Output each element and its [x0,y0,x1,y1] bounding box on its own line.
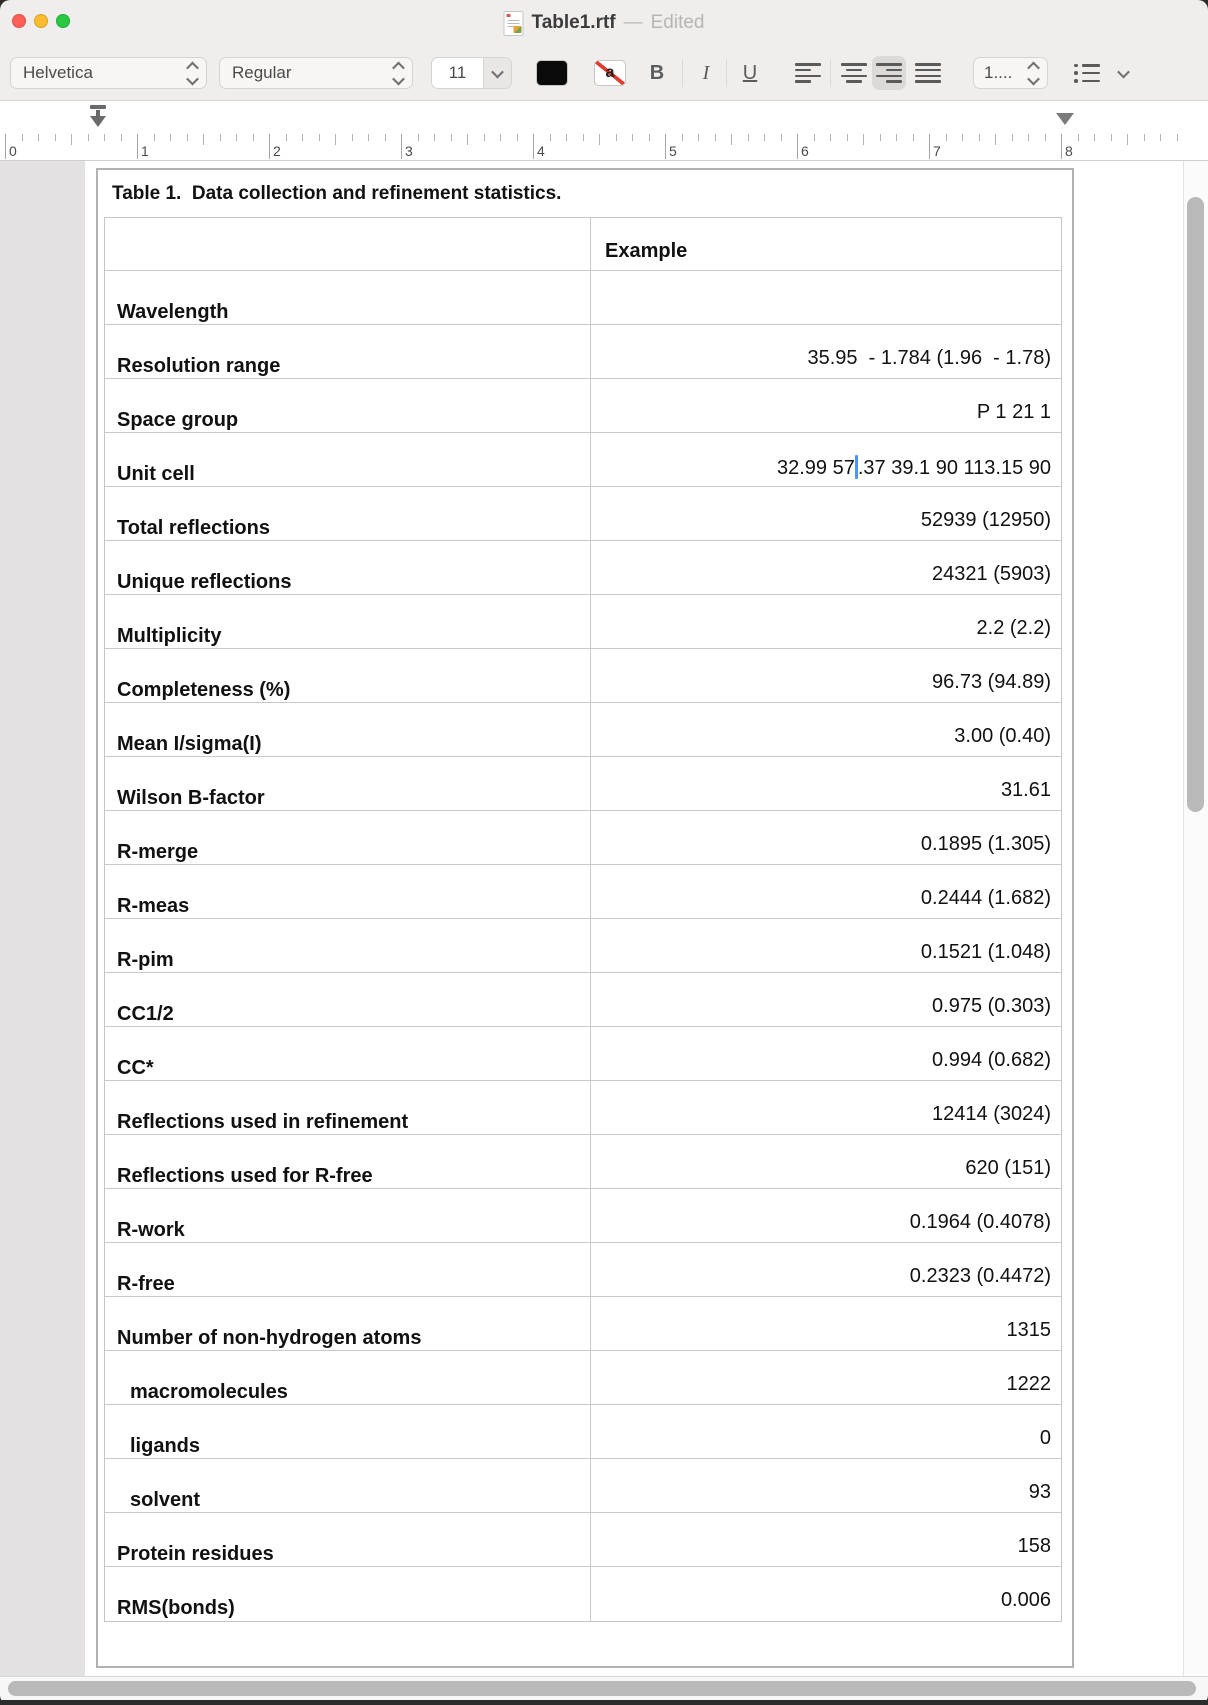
ruler-tick [1078,134,1079,141]
title-bar [0,0,1208,46]
ruler-tick [797,134,798,159]
document-area [0,161,1208,1676]
ruler-tick [781,134,782,141]
ruler-tick [715,134,716,141]
ruler-number: 8 [1065,143,1073,159]
ruler-tick [104,134,105,141]
ruler-tick [1127,134,1128,145]
ruler-tick [22,134,23,141]
align-justify-button[interactable] [912,57,944,89]
ruler-tick [5,134,6,159]
row-value[interactable]: 0.975 (0.303) [932,995,1051,1017]
table-row [105,271,1061,325]
ruler-tick [616,134,617,141]
table-title[interactable]: Table 1. Data collection and refinement statistics. [112,183,562,204]
font-family-value: Helvetica [23,63,93,82]
font-size-control[interactable] [431,57,512,89]
ruler-tick [649,134,650,141]
table-row [105,1351,1061,1405]
ruler-tick [748,134,749,141]
table-row [105,1567,1061,1621]
table-row [105,757,1061,811]
row-value[interactable]: 12414 (3024) [932,1103,1051,1125]
table-row [105,1027,1061,1081]
font-size-value: 11 [448,63,467,82]
row-label[interactable]: Reflections used in refinement [105,1081,591,1134]
table-row [105,865,1061,919]
row-value[interactable]: 158 [1017,1535,1051,1557]
row-value[interactable]: 96.73 (94.89) [932,671,1051,693]
horizontal-scrollbar[interactable] [0,1676,1208,1700]
row-value[interactable]: 0.2444 (1.682) [920,887,1051,909]
font-style-dropdown[interactable] [219,57,413,89]
table-row [105,1081,1061,1135]
table-row [105,1243,1061,1297]
ruler-number: 7 [933,143,941,159]
row-label[interactable]: Multiplicity [105,595,591,648]
italic-button[interactable] [694,57,718,89]
row-value[interactable]: 620 (151) [965,1157,1051,1179]
row-value[interactable] [591,271,1061,324]
row-value[interactable]: 0.1964 (0.4078) [909,1211,1051,1233]
row-value[interactable]: 3.00 (0.40) [954,725,1051,747]
ruler-tick [698,134,699,141]
ruler-tick [863,134,864,145]
toolbar-separator [830,59,831,87]
ruler-tick [682,134,683,141]
ruler-tick [880,134,881,141]
table-row [105,487,1061,541]
ruler-tick [500,134,501,141]
ruler-tick [583,134,584,141]
table-row [105,433,1061,487]
underline-button[interactable] [738,57,762,89]
table-row [105,541,1061,595]
ruler-tick [55,134,56,141]
ruler-tick [946,134,947,141]
row-value[interactable]: 52939 (12950) [920,509,1051,531]
row-label[interactable]: Resolution range [105,325,591,378]
ruler-tick [418,134,419,141]
ruler-tick [1012,134,1013,141]
row-value[interactable]: 31.61 [1000,779,1051,801]
left-margin-marker[interactable] [90,105,106,131]
format-toolbar [0,46,1208,101]
ruler-tick [995,134,996,145]
ruler-tick [88,134,89,141]
row-label[interactable]: R-work [105,1189,591,1242]
ruler-tick [352,134,353,141]
align-center-button[interactable] [838,57,870,89]
ruler-tick [550,134,551,141]
minimize-button[interactable] [34,14,48,28]
ruler-number: 4 [537,143,545,159]
ruler-tick [220,134,221,141]
outer-table [96,168,1074,1668]
row-label[interactable]: Unit cell [105,433,591,486]
page[interactable] [85,161,1183,1676]
row-label[interactable]: Protein residues [105,1513,591,1566]
table-row [105,379,1061,433]
line-spacing-control[interactable] [973,57,1048,89]
edited-status: Edited [650,12,705,33]
ruler-number: 3 [405,143,413,159]
table-row [105,973,1061,1027]
row-label[interactable]: R-pim [105,919,591,972]
ruler-tick [187,134,188,141]
table-row [105,1135,1061,1189]
ruler-number: 5 [669,143,677,159]
vertical-scrollbar-thumb[interactable] [1187,197,1204,812]
ruler-tick [1045,134,1046,141]
ruler-tick [929,134,930,159]
row-value[interactable]: 1315 [1006,1319,1051,1341]
row-value[interactable]: 0.006 [1000,1589,1051,1611]
row-value[interactable]: P 1 21 1 [976,401,1051,423]
ruler-number: 1 [141,143,149,159]
ruler-tick [467,134,468,145]
table-row [105,1405,1061,1459]
table-row [105,703,1061,757]
row-label[interactable]: Reflections used for R-free [105,1135,591,1188]
ruler-tick [566,134,567,141]
bold-label: B [649,61,665,84]
value-text-after-caret: .37 39.1 90 113.15 90 [857,457,1051,479]
row-value[interactable]: 2.2 (2.2) [976,617,1051,639]
ruler-tick [517,134,518,141]
ruler-tick [731,134,732,145]
align-left-button[interactable] [792,57,824,89]
updown-chevrons-icon [394,62,403,85]
list-style-dropdown[interactable] [1112,57,1134,89]
ruler-tick [1028,134,1029,141]
row-label[interactable]: RMS(bonds) [105,1567,591,1621]
horizontal-scrollbar-thumb[interactable] [8,1681,1196,1696]
ruler-tick [319,134,320,141]
row-label[interactable]: ligands [105,1405,591,1458]
ruler-tick [38,134,39,141]
bullet-list-icon [1074,64,1100,83]
row-label[interactable]: CC* [105,1027,591,1080]
ruler [0,101,1208,161]
statistics-table-body [105,271,1061,1621]
ruler-tick [385,134,386,141]
row-label[interactable]: Wilson B-factor [105,757,591,810]
ruler-tick [484,134,485,141]
statistics-table [104,217,1062,1622]
row-value[interactable]: 0 [1039,1427,1051,1449]
align-left-icon [795,63,821,83]
ruler-tick [1177,134,1178,141]
ruler-tick [1144,134,1145,141]
row-value[interactable]: 35.95 - 1.784 (1.96 - 1.78) [807,347,1051,369]
ruler-tick [154,134,155,141]
row-value[interactable]: 24321 (5903) [932,563,1051,585]
toolbar-separator [682,59,683,87]
ruler-tick [814,134,815,141]
document-icon [504,11,524,36]
ruler-tick [665,134,666,159]
background-color-well[interactable] [594,60,626,86]
row-value[interactable]: 0.994 (0.682) [932,1049,1051,1071]
ruler-tick [1160,134,1161,141]
ruler-tick [368,134,369,141]
ruler-tick [913,134,914,141]
close-button[interactable] [12,14,26,28]
ruler-tick [847,134,848,141]
ruler-tick [286,134,287,141]
updown-chevrons-icon [188,62,197,85]
ruler-tick [979,134,980,141]
ruler-tick [170,134,171,141]
toolbar-separator [726,59,727,87]
row-label[interactable]: R-meas [105,865,591,918]
row-label[interactable]: Unique reflections [105,541,591,594]
zoom-button[interactable] [56,14,70,28]
vertical-scrollbar[interactable] [1183,161,1208,1676]
ruler-tick [203,134,204,145]
row-value[interactable]: 0.1895 (1.305) [920,833,1051,855]
ruler-tick [1061,134,1062,159]
row-label[interactable]: Space group [105,379,591,432]
text-color-well[interactable] [536,60,568,86]
ruler-number: 2 [273,143,281,159]
document-filename: Table1.rtf [531,12,616,33]
font-size-dropdown[interactable] [483,58,511,88]
ruler-tick [599,134,600,145]
ruler-number: 0 [9,143,17,159]
window-title [504,0,705,46]
row-label[interactable]: CC1/2 [105,973,591,1026]
ruler-tick [269,134,270,159]
table-row [105,1513,1061,1567]
ruler-tick [764,134,765,141]
row-label[interactable]: Completeness (%) [105,649,591,702]
align-right-icon [876,63,902,83]
font-style-value: Regular [232,63,292,82]
ruler-tick [962,134,963,141]
ruler-tick [401,134,402,159]
ruler-tick [137,134,138,159]
ruler-tick [335,134,336,145]
underline-label: U [742,61,758,84]
ruler-tick [1094,134,1095,141]
row-value[interactable]: 0.1521 (1.048) [920,941,1051,963]
header-example-cell[interactable]: Example [605,240,688,262]
row-label[interactable]: R-free [105,1243,591,1296]
align-right-button[interactable] [872,56,906,90]
table-row [105,919,1061,973]
chevron-down-icon [491,65,504,78]
ruler-tick [830,134,831,141]
ruler-tick [533,134,534,159]
background-color-glyph: a [605,64,615,81]
align-center-icon [841,63,867,83]
table-row [105,649,1061,703]
table-row [105,325,1061,379]
line-spacing-value: 1.... [984,63,1013,82]
ruler-tick [434,134,435,141]
table-row [105,811,1061,865]
chevron-down-icon [1117,65,1130,78]
row-value[interactable]: 1222 [1006,1373,1051,1395]
title-separator: — [623,12,643,33]
table-header-row [105,218,1061,271]
ruler-tick [1111,134,1112,141]
ruler-tick [71,134,72,145]
table-row [105,1297,1061,1351]
ruler-tick [451,134,452,141]
ruler-number: 6 [801,143,809,159]
row-label[interactable]: Total reflections [105,487,591,540]
value-text-before-caret: 32.99 57 [777,457,855,479]
right-margin-marker[interactable] [1056,113,1074,125]
list-style-button[interactable] [1068,57,1106,89]
align-justify-icon [915,63,941,83]
row-label[interactable]: Wavelength [105,271,591,324]
row-label[interactable]: R-merge [105,811,591,864]
table-row [105,1459,1061,1513]
table-row [105,595,1061,649]
italic-label: I [702,61,710,84]
header-empty-cell[interactable] [105,218,591,270]
table-row [105,1189,1061,1243]
ruler-tick [253,134,254,141]
row-label[interactable]: macromolecules [105,1351,591,1404]
row-label[interactable]: Number of non-hydrogen atoms [105,1297,591,1350]
row-label[interactable]: solvent [105,1459,591,1512]
updown-chevrons-icon [1029,62,1038,85]
ruler-tick [632,134,633,141]
row-label[interactable]: Mean I/sigma(I) [105,703,591,756]
row-value[interactable]: 93 [1028,1481,1051,1503]
ruler-tick [896,134,897,141]
row-value[interactable]: 0.2323 (0.4472) [909,1265,1051,1287]
ruler-tick [121,134,122,141]
font-family-dropdown[interactable] [10,57,207,89]
ruler-tick [236,134,237,141]
ruler-tick [302,134,303,141]
bold-button[interactable] [645,57,669,89]
row-value[interactable] [591,433,1061,486]
